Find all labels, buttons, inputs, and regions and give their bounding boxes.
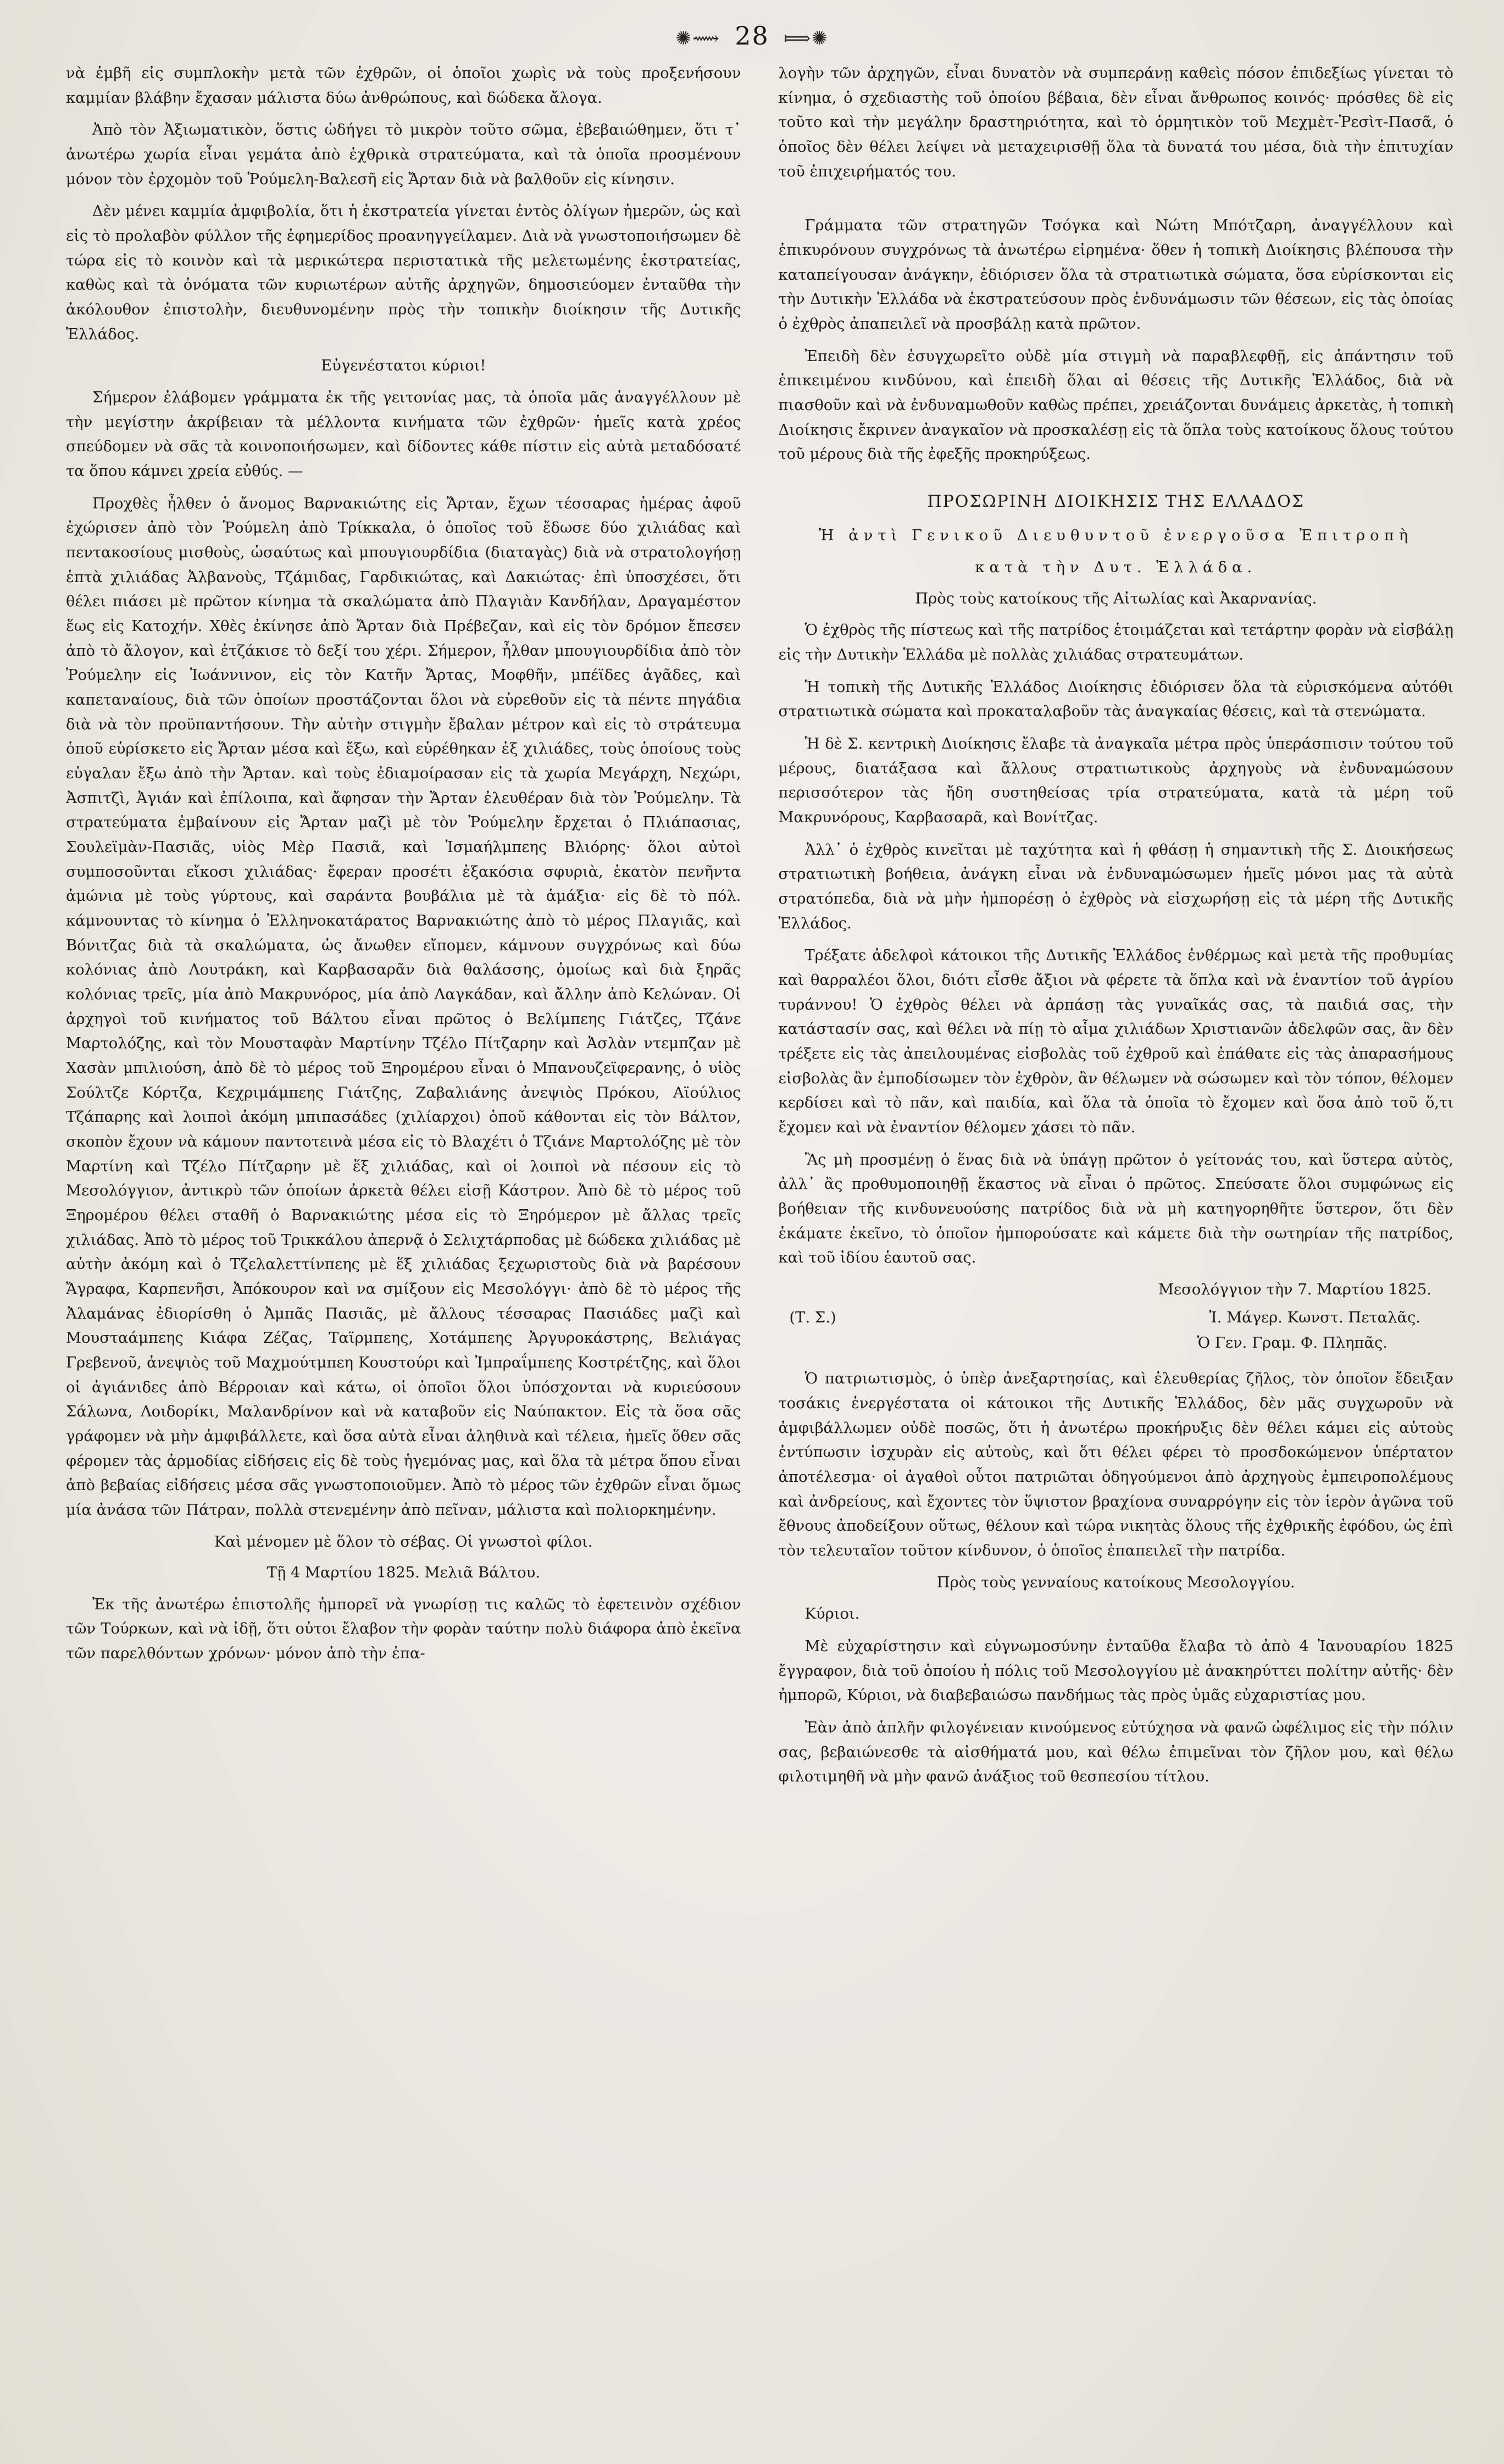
paragraph: Ἀλλ᾽ ὁ ἐχθρὸς κινεῖται μὲ ταχύτητα καὶ ἡ φθάσῃ ἡ σημαντικὴ τῆς Σ. Διοικήσεως στρατιωτικὴ βοήθεια, ἀνάγκη εἶναι νὰ ἐνδυναμώσωμεν ἡμεῖς μόνοι μας τὰ αὐτὰ στρατόπεδα, διὰ νὰ μὴν ἠμπορέσῃ ὁ ἐχθρὸς νὰ εἰσχωρήσῃ εἰς τὰ μέρη τῆς Δυτικῆς Ἑλλάδος. xyxy=(778,841,1453,932)
text-columns xyxy=(66,62,1453,2420)
signature: Ὁ Γεν. Γραμ. Φ. Πληπᾶς. xyxy=(1197,1334,1388,1352)
paragraph: Προχθὲς ἦλθεν ὁ ἄνομος Βαρνακιώτης εἰς Ἄρταν, ἔχων τέσσαρας ἡμέρας ἀφοῦ ἐχώρισεν ἀπὸ τὸν Ῥούμελη ἀπὸ Τρίκκαλα, ὁ ὁποῖος τοῦ ἔδωσε δύο χιλιάδας καὶ πεντακοσίους μισθοὺς, ὡσαύτως καὶ μπουγιουρδίδια (διαταγὰς) διὰ νὰ στρατολογήσῃ ἑπτὰ χιλιάδας Ἀλβανοὺς, Τζάμιδας, Γαρδικιώτας, καὶ Δακιώτας· ἐπὶ ὑποσχέσει, ὅτι θέλει πιάσει μὲ πρῶτον κίνημα τὰ σκαλώματα ἀπὸ Πλαγιὰν Κανδήλαν, Δραγαμέστον ἕως εἰς Κατοχήν. Χθὲς ἐκίνησε ἀπὸ Ἄρταν διὰ Πρέβεζαν, καὶ εἰς τὸν δρόμον ἔπεσεν ἀπὸ τὸ ἄλογον, καὶ ἐτζάκισε τὸ δεξί του χέρι. Σήμερον, ἦλθαν μπουγιουρδίδια ἀπὸ τὸν Ῥούμελην εἰς Ἰωάννινον, εἰς τὸν Κατῆν Ἄρτας, Μοφθῆν, μπέϊδες ἀγᾶδες, καὶ καπεταναίους, διὰ τῶν ὁποίων προστάζονται ὅλοι νὰ εὑρεθοῦν εἰς τὰ πέντε πηγάδια διὰ νὰ τὸν προϋπαντήσουν. Τὴν αὐτὴν στιγμὴν ἔβαλαν μέτρον καὶ εἰς τὸ στράτευμα ὁποῦ εὑρίσκετο εἰς Ἄρταν μέσα καὶ ἔξω, καὶ εὑρέθηκαν ἐξ χιλιάδες, τοὺς ὁποίους τοὺς εὑγαλαν ἔξω ἀπὸ τὴν Ἄρταν. καὶ τοὺς ἐδιαμοίρασαν εἰς τὰ χωρία Μεγάρχη, Νεχώρι, Ἀσπιτζὶ, Ἀγιάν καὶ ἐπίλοιπα, καὶ ἄφησαν τὴν Ἄρταν ἐλευθέραν διὰ τὸν Ῥούμελην. Τὰ στρατεύματα ἐμβαίνουν εἰς Ἄρταν μαζὶ μὲ τὸν Ῥούμελην ἔρχεται ὁ Πλιάπασιας, Σουλεϊμὰν-Πασιᾶς, υἱὸς Μὲρ Πασιᾶ, καὶ Ἰσμαήλμπεης Βλιόρης· ὅλοι αὐτοὶ συμποσοῦνται εἴκοσι χιλιάδας· ἔφεραν προσέτι ἑξακόσια σφυριὰ, ἑκατὸν πενῆντα ἀμώνια μὲ τοὺς γύρτους, καὶ σαράντα βουβάλια μὲ τὰ ἁμάξια· εἰς δὲ τὸ πόλ. κάμνουντας τὸ κίνημα ὁ Ἐλληνοκατάρατος Βαρνακιώτης ἀπὸ τὸ μέρος Πλαγιᾶς, καὶ Βόνιτζας διὰ τὰ σκαλώματα, ὡς ἄνωθεν εἴπομεν, κάμνουν συγχρόνως καὶ δύω κολόνιας ἀπὸ Λουτράκη, καὶ Καρβασαρᾶν διὰ θαλάσσης, ὁμοίως καὶ διὰ ξηρᾶς κολόνιας τρεῖς, μία ἀπὸ Μακρυνόρος, μία ἀπὸ Λαγκάδαν, καὶ ἄλλην ἀπὸ Κελώναν. Οἱ ἀρχηγοὶ τοῦ κινήματος τοῦ Βάλτου εἶναι πρῶτος ὁ Βελίμπεης Γιάτζες, Τζάνε Μαρτολόζης, καὶ τὸν Μουσταφὰν Μαρτίνην Τζέλο Πίτζαρην καὶ Ἀσλὰν ντεμπζαν μὲ Χασὰν μπιλιούση, ἀπὸ δὲ τὸ μέρος τοῦ Ξηρομέρου εἶναι ὁ Μπανουζεϊφερανης, ὁ υἱὸς Σούλτζε Κόρτζα, Κεχριμάμπεης Γιάτζης, Ζαβαλιάνης ἀνεψιὸς Πρόκου, Αϊούλιος Τζάπαρης καὶ λοιποὶ ἀκόμη μπιπασάδες (χιλίαρχοι) ὁποῦ κάθονται εἰς τὸν Βάλτον, σκοπὸν ἔχουν νὰ κάμουν παντοτεινὰ μέσα εἰς τὸ Βλαχέτι ὁ Τζιάνε Μαρτολόζης μὲ τὸν Μαρτίνη καὶ Τζέλο Πίτζαρην μὲ ἕξ χιλιάδας, καὶ οἱ λοιποὶ νὰ πέσουν εἰς τὸ Μεσολόγγιον, ἀντικρὺ τῶν ὁποίων ἀρκετὰ θέλει εἰσῇ Κάστρον. Ἀπὸ δὲ τὸ μέρος τοῦ Ξηρομέρου θέλει σταθῆ ὁ Βαρνακιώτης μέσα εἰς τὸ Ξηρόμερον μὲ ἄλλας τρεῖς χιλιάδας. Ἀπὸ τὸ μέρος τοῦ Τρικκάλου ἀπερνᾷ ὁ Σελιχτάρποδας μὲ δώδεκα χιλιάδας μὲ αὐτὴν ἀκόμη καὶ ὁ Τζελαλεττίνπεης μὲ ἕξ χιλιάδας ξεχωριστοὺς διὰ νὰ βαρέσουν Ἄγραφα, Καρπενῆσι, Ἀπόκουρον καὶ να σμίξουν εἰς Μεσολόγγι· ἀπὸ δὲ τὸ μέρος τῆς Ἀλαμάνας ἐδιορίσθη ὁ Ἀμπᾶς Πασιᾶς, μὲ ἄλλους τέσσαρας Πασιάδες μαζὶ καὶ Μουσταάμπεης Κιάφα Ζέζας, Ταϊρμπεης, Χοτάμπεης Ἀργυροκάστρης, Βελιάγας Γρεβενοῦ, ἀνεψιὸς τοῦ Μαχμούτμπεη Κουστούρι καὶ Ἰμπραΐμπεης Κοστρέτζης, καὶ ὅλοι οἱ ἀγιάνιδες ἀπὸ Βέρροιαν καὶ κάτω, οἱ ὁποῖοι ὅλοι ὑπόσχονται νὰ κυριεύσουν Σάλωνα, Λοιδορίκι, Μαλανδρίνον καὶ νὰ καταβοῦν εἰς Ναύπακτον. Εἰς τὰ ὅσα σᾶς γράφομεν νὰ μὴν ἀμφιβάλλετε, καὶ ὅσα αὐτὰ εἶναι ἀληθινὰ καὶ τέλεια, ἡμεῖς ὅθεν σᾶς φέρομεν τὰς ἀρμοδίας εἰδήσεις εἰς δὲ τοὺς ἡγεμόνας μας, καὶ ὅλα τὰ μέτρα ὅπου εἶναι ἀπὸ βεβαίας εἰδήσεις μέσα σᾶς γνωστοποιοῦμεν. Ἀπὸ τὸ μέρος τῶν ἐχθρῶν εἶναι ὅμως μία ἀνάσα τῶν Πάτραν, πολλὰ στενεμένην ἀπὸ πεῖναν, μάλιστα καὶ πολιορκημένην. xyxy=(66,495,741,1519)
paragraph: Ἐκ τῆς ἀνωτέρω ἐπιστολῆς ἠμπορεῖ νὰ γνωρίσῃ τις καλῶς τὸ ἐφετεινὸν σχέδιον τῶν Τούρκων, καὶ νὰ ἰδῇ, ὅτι οὐτοι ἔλαβον τὴν φορὰν ταύτην πολὺ διάφορα ἀπὸ ἐκεῖνα τῶν παρελθόντων χρόνων· μόνον ἀπὸ τὴν ἐπα- xyxy=(66,1596,741,1663)
letter-salutation: Εὐγενέστατοι κύριοι! xyxy=(321,357,486,375)
paragraph: Ἀπὸ τὸν Ἀξιωματικὸν, ὅστις ὡδήγει τὸ μικρὸν τοῦτο σῶμα, ἐβεβαιώθημεν, ὅτι τ᾽ ἀνωτέρω χωρία εἶναι γεμάτα ἀπὸ ἐχθρικὰ στρατεύματα, καὶ τὰ ὁποῖα προσμένουν μόνον τὸν ἐρχομὸν τοῦ Ῥούμελη-Βαλεσῆ εἰς Ἄρταν διὰ νὰ βαλθοῦν εἰς κίνησιν. xyxy=(66,121,741,188)
letter-closing: Καὶ μένομεν μὲ ὅλον τὸ σέβας. Οἱ γνωστοὶ φίλοι. xyxy=(214,1533,593,1551)
paragraph: Μὲ εὐχαρίστησιν καὶ εὐγνωμοσύνην ἐνταῦθα ἔλαβα τὸ ἀπὸ 4 Ἰανουαρίου 1825 ἔγγραφον, διὰ τοῦ ὁποίου ἡ πόλις τοῦ Μεσολογγίου μὲ ἀνακηρύττει πολίτην αὐτῆς· δὲν ἠμπορῶ, Κύριοι, νὰ διαβεβαιώσω πανδήμως τὰς πρὸς ὑμᾶς εὐχαριστίας μου. xyxy=(778,1637,1453,1704)
paragraph: Δὲν μένει καμμία ἀμφιβολία, ὅτι ἡ ἐκστρατεία γίνεται ἐντὸς ὀλίγων ἡμερῶν, ὡς καὶ εἰς τὸ προλαβὸν φύλλον τῆς ἐφημερίδος προανηγγείλαμεν. Διὰ νὰ γνωστοποιήσωμεν δὲ τώρα εἰς τὸ κοινὸν καὶ τὰ μερικώτερα περιστατικὰ τῆς μελετωμένης ἐκστρατείας, καθὼς καὶ τὰ ὀνόματα τῶν κυριωτέρων αὐτῆς ἀρχηγῶν, δημοσιεύομεν ἐνταῦθα τὴν ἀκόλουθον ἐπιστολὴν, διευθυνομένην πρὸς τὴν τοπικὴν διοίκησιν τῆς Δυτικῆς Ἑλλάδος. xyxy=(66,203,741,343)
page-number: 28 xyxy=(735,21,769,51)
paragraph: Ὁ ἐχθρὸς τῆς πίστεως καὶ τῆς πατρίδος ἑτοιμάζεται καὶ τετάρτην φορὰν νὰ εἰσβάλῃ εἰς τὴν Δυτικὴν Ἑλλάδα μὲ πολλὰς χιλιάδας στρατευμάτων. xyxy=(778,622,1453,663)
paragraph: Τρέξατε ἀδελφοὶ κάτοικοι τῆς Δυτικῆς Ἑλλάδος ἐνθέρμως καὶ μετὰ τῆς προθυμίας καὶ θαρραλέοι ὅλοι, διότι εἶσθε ἄξιοι νὰ φέρετε τὰ ὅπλα καὶ νὰ ἐναντίον τοῦ ἀγρίου τυράννου! Ὁ ἐχθρὸς θέλει νὰ ἀρπάσῃ τὰς γυναῖκάς σας, τὰ παιδιά σας, τὴν κατάστασίν σας, καὶ θέλει νὰ πίῃ τὸ αἷμα χιλιάδων Χριστιανῶν ἀδελφῶν σας, ἂν δὲν τρέξετε εἰς τὰς ἀπειλουμένας εἰσβολὰς τοῦ ἐχθροῦ καὶ ἐπάθατε εἰς τὰς ἀπαρασήμους εἰσβολὰς ἂν ἐμποδίσωμεν τὸν ἐχθρὸν, ἂν θέλωμεν νὰ σώσωμεν καὶ τὸν τόπον, θέλομεν κερδίσει καὶ τὸ πᾶν, καὶ παιδία, καὶ ὅλα τὰ ὁποῖα τὸ ἔχομεν καὶ ὅσα ἀπὸ τοῦ ὅ,τι ἔχομεν καὶ νὰ ἐναντίον θέλομεν χάσει τὸ πᾶν. xyxy=(778,947,1453,1136)
letter-addressee: Πρὸς τοὺς γενναίους κατοίκους Μεσολογγίου. xyxy=(936,1574,1295,1591)
proclamation-date: Μεσολόγγιον τὴν 7. Μαρτίου 1825. xyxy=(1158,1281,1431,1299)
section-heading: ΠΡΟΣΩΡΙΝΗ ΔΙΟΙΚΗΣΙΣ ΤΗΣ ΕΛΛΑΔΟΣ xyxy=(927,492,1305,512)
paragraph: Ἂς μὴ προσμένῃ ὁ ἕνας διὰ νὰ ὑπάγῃ πρῶτον ὁ γείτονάς του, καὶ ὕστερα αὐτὸς, ἀλλ᾽ ἂς προθυμοποιηθῇ ἕκαστος νὰ εἶναι ὁ πρῶτος. Σπεύσατε ὅλοι συμφώνως εἰς βοήθειαν τῆς κινδυνευούσης πατρίδος διὰ νὰ μὴ κατηγορηθῆτε ὕστερον, ὅτι δὲν ἐκάματε ἐκεῖνο, τὸ ὁποῖον ἠμπορούσατε καὶ κάμετε διὰ τὴν σωτηρίαν τῆς πατρίδος, καὶ τοῦ ἰδίου ἑαυτοῦ σας. xyxy=(778,1151,1453,1267)
paragraph: λογὴν τῶν ἀρχηγῶν, εἶναι δυνατὸν νὰ συμπεράνῃ καθεὶς πόσον ἐπιδεξίως γίνεται τὸ κίνημα, ὁ σχεδιαστὴς τοῦ ὁποίου βέβαια, δὲν εἶναι ἄνθρωπος κοινός· πρόσθες δὲ εἰς τοῦτο καὶ τὴν μεγάλην δραστηριότητα, καὶ τὸ ὁρμητικὸν τοῦ Μεχμὲτ-Ῥεσὶτ-Πασᾶ, ὁ ὁποῖος δὲν θέλει λείψει νὰ μεταχειρισθῇ ὅλα τὰ δυνατά του μέσα, διὰ τὴν ἐπιτυχίαν τοῦ ἐπιχειρήματός του. xyxy=(778,65,1453,180)
signature: Ἰ. Μάγερ. Κωνστ. Πεταλᾶς. xyxy=(1209,1309,1420,1326)
letter-salutation: Κύριοι. xyxy=(804,1605,860,1623)
paragraph: Ἡ τοπικὴ τῆς Δυτικῆς Ἑλλάδος Διοίκησις ἐδιόρισεν ὅλα τὰ εὑρισκόμενα αὐτόθι στρατιωτικὰ σώματα καὶ προκαταλαβοῦν τὰς ἀναγκαίας θέσεις, καὶ τὰ στενώματα. xyxy=(778,678,1453,721)
section-subheading: κατὰ τὴν Δυτ. Ἑλλάδα. xyxy=(975,558,1257,576)
seal-mark: (Τ. Σ.) xyxy=(789,1309,836,1326)
section-subheading: Ἡ ἀντὶ Γενικοῦ Διευθυντοῦ ἐνεργοῦσα Ἐπιτροπὴ xyxy=(819,527,1413,545)
paragraph: Ἐπειδὴ δὲν ἐσυγχωρεῖτο οὐδὲ μία στιγμὴ νὰ παραβλεφθῇ, εἰς ἀπάντησιν τοῦ ἐπικειμένου κινδύνου, καὶ ἐπειδὴ ὅλαι αἱ θέσεις τῆς Δυτικῆς Ἑλλάδος, διὰ νὰ πιασθοῦν καὶ νὰ ἐνδυναμωθοῦν καθὼς πρέπει, χρειάζονται δυνάμεις ἀρκετὰς, ἡ τοπικὴ Διοίκησις ἔκρινεν ἀναγκαῖον νὰ προσκαλέσῃ εἰς τὰ ὅπλα τοὺς κατοίκους ὅλους τούτου τοῦ μέρους διὰ τῆς ἐφεξῆς προκηρύξεως. xyxy=(778,347,1453,463)
proclamation-addressee: Πρὸς τοὺς κατοίκους τῆς Αἰτωλίας καὶ Ἀκαρνανίας. xyxy=(915,590,1317,607)
ornament-right-icon: ⟾✺ xyxy=(784,27,829,49)
page-header xyxy=(0,21,1504,51)
letter-dateline: Τῇ 4 Μαρτίου 1825. Μελιᾶ Βάλτου. xyxy=(267,1564,541,1582)
left-column xyxy=(66,62,741,2420)
right-column xyxy=(779,62,1454,2420)
paragraph: Γράμματα τῶν στρατηγῶν Τσόγκα καὶ Νώτη Μπότζαρη, ἀναγγέλλουν καὶ ἐπικυρόνουν συγχρόνως τὰ ἀνωτέρω εἰρημένα· ὅθεν ἡ τοπικὴ Διοίκησις βλέπουσα τὴν καταπείγουσαν ἀνάγκην, ἐδιόρισεν ὅλα τὰ στρατιωτικὰ σώματα, ὅσα εὑρίσκονται εἰς τὴν Δυτικὴν Ἑλλάδα νὰ ἐκστρατεύσουν πρὸς ἐνδυνάμωσιν τῶν θέσεων, εἰς τὰς ὁποίας ὁ ἐχθρὸς ἀπαπειλεῖ νὰ προσβάλῃ κατὰ πρῶτον. xyxy=(778,217,1453,333)
paragraph: Ὁ πατριωτισμὸς, ὁ ὑπὲρ ἀνεξαρτησίας, καὶ ἐλευθερίας ζῆλος, τὸν ὁποῖον ἔδειξαν τοσάκις ἐνεργέστατα οἱ κάτοικοι τῆς Δυτικῆς Ἑλλάδος, δὲν μᾶς συγχωροῦν νὰ ἀμφιβάλλωμεν οὐδὲ ποσῶς, ὅτι ἡ ἀνωτέρω προκήρυξις δὲν θέλει κάμει εἰς αὐτοὺς ἐντύπωσιν ἰσχυρὰν εἰς αὐτοὺς, καὶ ὅτι θέλει φέρει τὸ προσδοκώμενον ὑπέρτατον ἀποτέλεσμα· οἱ ἀγαθοὶ οὗτοι πατριῶται ὁδηγούμενοι ἀπὸ ἀρχηγοὺς ἐμπειροπολέμους καὶ ἀνδρείους, καὶ ἔχοντες τὸν ὕψιστον βραχίονα συναρρόγην εἰς τὸν ἱερὸν ἀγῶνα τοῦ ἔθνους ἀποδείξουν οὕτως, θέλουν καὶ τώρα νικητὰς ὅλους τῆς ἐχθρικῆς ἐφόδου, ὡς ἐπὶ τὸν τελευταῖον τοῦτον κίνδυνον, ὁ ὁποῖος ἐπαπειλεῖ τὴν πατρίδα. xyxy=(778,1370,1453,1560)
ornament-left-icon: ✺⟿ xyxy=(675,27,720,49)
paragraph: Ἐὰν ἀπὸ ἁπλῆν φιλογένειαν κινούμενος εὐτύχησα νὰ φανῶ ὠφέλιμος εἰς τὴν πόλιν σας, βεβαιώνεσθε τὰ αἰσθήματά μου, καὶ θέλω ἐπιμεῖναι τὸν ζῆλον μου, καὶ θέλω φιλοτιμηθῆ νὰ μὴν φανῶ ἀνάξιος τοῦ θεσπεσίου τίτλου. xyxy=(778,1719,1453,1786)
signature-row xyxy=(790,1306,1421,1330)
paragraph: Σήμερον ἐλάβομεν γράμματα ἐκ τῆς γειτονίας μας, τὰ ὁποῖα μᾶς ἀναγγέλλουν μὲ τὴν μεγίστην ἀκρίβειαν τὰ μέλλοντα κινήματα τῶν ἐχθρῶν· ἡμεῖς κατὰ χρέος σπεύδομεν νὰ σᾶς τὰ κοινοποιήσωμεν, καὶ δίδοντες κάθε πίστιν εἰς αὐτὰ μεταδόσατέ τα ὅπου κάμνει χρεία εὐθύς. — xyxy=(66,389,741,480)
paragraph: Ἡ δὲ Σ. κεντρικὴ Διοίκησις ἔλαβε τὰ ἀναγκαῖα μέτρα πρὸς ὑπεράσπισιν τούτου τοῦ μέρους, διατάξασα καὶ ἄλλους στρατιωτικοὺς ἀρχηγοὺς νὰ ἐνδυναμώσουν περισσότερον τὰς ἤδη συστηθείσας τρία στρατεύματα, κατὰ τὰ μέρη τοῦ Μακρυνόρους, Καρβασαρᾶ, καὶ Βονίτζας. xyxy=(778,735,1453,826)
paragraph: νὰ ἐμβῆ εἰς συμπλοκὴν μετὰ τῶν ἐχθρῶν, οἱ ὁποῖοι χωρὶς νὰ τοὺς προξενήσουν καμμίαν βλάβην ἔχασαν μάλιστα δύω ἀνθρώπους, καὶ δώδεκα ἄλογα. xyxy=(66,65,741,107)
